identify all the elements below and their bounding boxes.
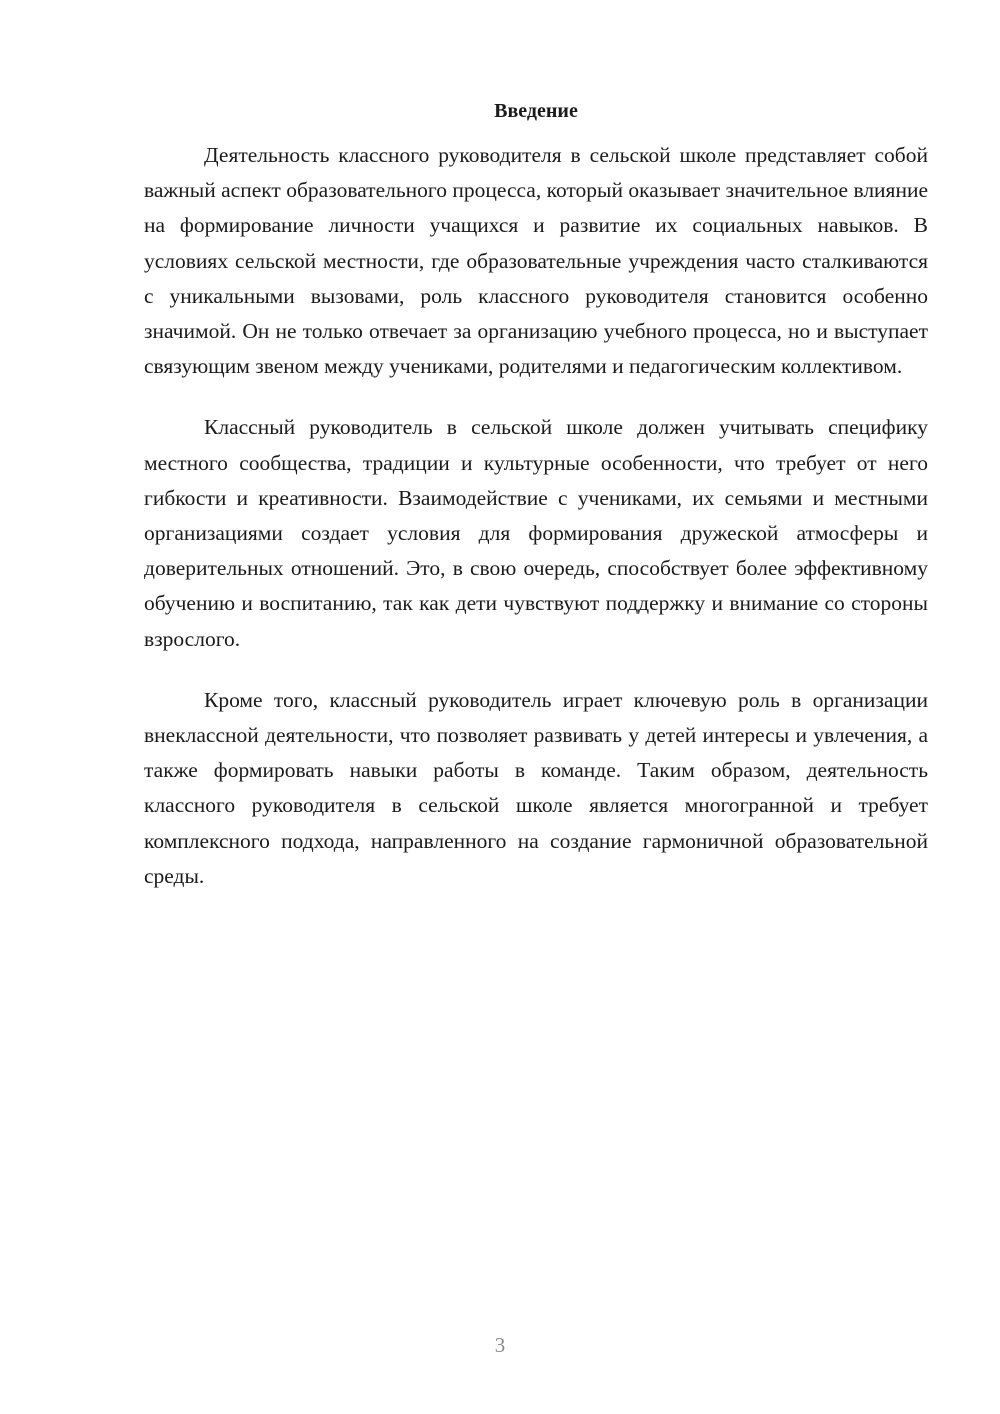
- document-body: [144, 92, 928, 894]
- paragraph-1: Деятельность классного руководителя в сельской школе представляет собой важный аспект образовательного процесса, который оказывает значительное влияние на формирование личности учащихся и развитие их социальных навыков. В условиях сельской местности, где образовательные учреждения часто сталкиваются с уникальными вызовами, роль классного руководителя становится особенно значимой. Он не только отвечает за организацию учебного процесса, но и выступает связующим звеном между учениками, родителями и педагогическим коллективом.: [144, 143, 928, 379]
- paragraph-3: Кроме того, классный руководитель играет ключевую роль в организации внеклассной деятельности, что позволяет развивать у детей интересы и увлечения, а также формировать навыки работы в команде. Таким образом, деятельность классного руководителя в сельской школе является многогранной и требует комплексного подхода, направленного на создание гармоничной образовательной среды.: [144, 687, 928, 888]
- section-title: Введение: [494, 100, 578, 122]
- paragraph-2: Классный руководитель в сельской школе должен учитывать специфику местного сообщества, традиции и культурные особенности, что требует от него гибкости и креативности. Взаимодействие с учениками, их семьями и местными организациями создает условия для формирования дружеской атмосферы и доверительных отношений. Это, в свою очередь, способствует более эффективному обучению и воспитанию, так как дети чувствуют поддержку и внимание со стороны взрослого.: [144, 415, 928, 651]
- page-number: 3: [494, 1333, 506, 1357]
